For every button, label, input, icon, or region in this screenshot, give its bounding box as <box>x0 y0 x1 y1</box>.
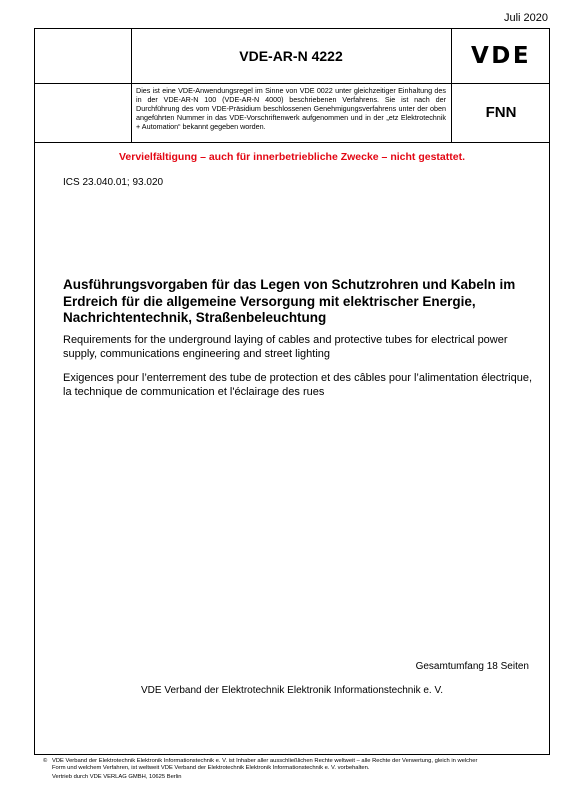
fnn-label: FNN <box>485 104 517 121</box>
total-pages: Gesamtumfang 18 Seiten <box>415 661 529 672</box>
vde-logo: VDE <box>470 43 532 69</box>
reproduction-notice: Vervielfältigung – auch für innerbetriebliche Zwecke – nicht gestattet. <box>118 151 465 163</box>
title-german: Ausführungsvorgaben für das Legen von Schutzrohren und Kabeln im Erdreich für die allgemeine Versorgung mit elektrischer Energie, Nachrichtentechnik, Straßenbeleuchtung <box>63 277 516 325</box>
document-frame <box>34 28 550 755</box>
title-english: Requirements for the underground laying of cables and protective tubes for electrical power supply, communications engineering and street lighting <box>63 334 508 360</box>
publication-date: Juli 2020 <box>503 12 548 24</box>
header-bottom-divider <box>35 142 549 143</box>
copyright-footer <box>43 758 492 781</box>
copyright-text: VDE Verband der Elektrotechnik Elektronik Informationstechnik e. V. ist Inhaber aller ausschließlichen Rechte weltweit – alle Rechte der Verwertung, gleich in welcher Form und welchem Verfahren, ist weltweit VDE Verband der Elektrotechnik Elektronik Informationstechnik e. V. vorbehalten. <box>52 758 478 771</box>
title-french: Exigences pour l’enterrement des tube de protection et des câbles pour l’alimentation électrique, la technique de communication et l'éclairage des rues <box>63 372 532 398</box>
document-number: VDE-AR-N 4222 <box>239 48 343 64</box>
ics-codes: ICS 23.040.01; 93.020 <box>63 177 164 188</box>
application-rule-note: Dies ist eine VDE-Anwendungsregel im Sinne von VDE 0022 unter gleichzeitiger Einhaltung des in der VDE-AR-N 100 (VDE-AR-N 4000) beschriebenen Verfahrens. Sie ist nach der Durchführung des vom VDE-Präsidium beschlossenen Genehmigungsverfahrens unter der oben angeführten Nummer in das VDE-Vorschriftenwerk aufgenommen und in der „etz Elektrotechnik + Automation“ bekannt gegeben worden. <box>136 86 446 131</box>
copyright-symbol: © <box>43 758 48 764</box>
distribution-text: Vertrieb durch VDE VERLAG GMBH, 10625 Berlin <box>52 774 182 780</box>
publisher-name: VDE Verband der Elektrotechnik Elektronik Informationstechnik e. V. <box>140 685 443 696</box>
